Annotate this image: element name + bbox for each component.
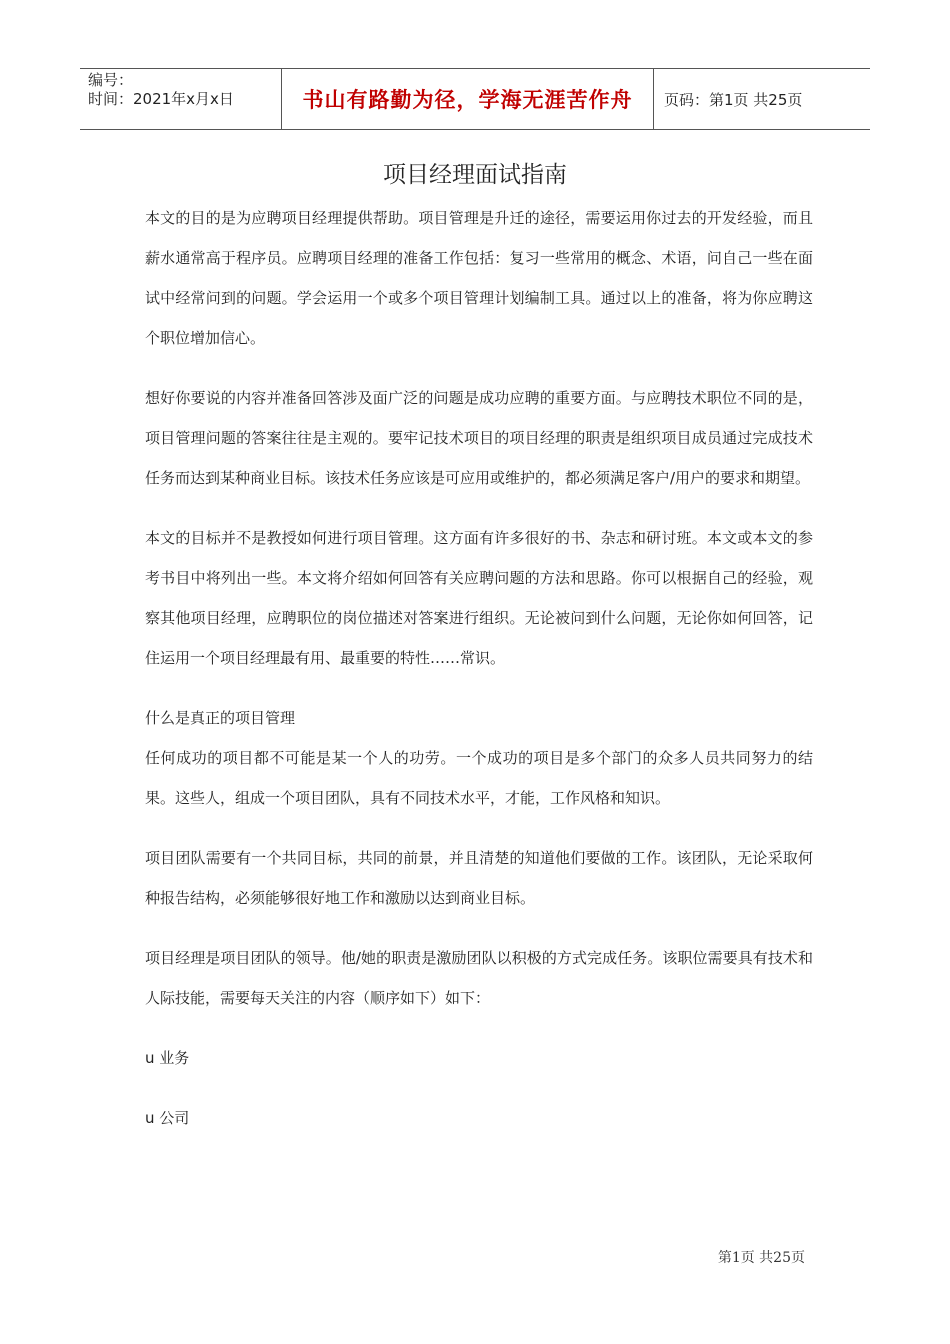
paragraph: 项目经理是项目团队的领导。他/她的职责是激励团队以积极的方式完成任务。该职位需要具有技术和人际技能，需要每天关注的内容（顺序如下）如下：	[145, 949, 813, 1007]
footer-page-number: 第1页 共25页	[717, 1250, 805, 1266]
document-body	[145, 198, 813, 1158]
number-label: 编号：	[88, 71, 134, 89]
header-page-info: 页码：第1页 共25页	[664, 90, 803, 109]
paragraph: 项目团队需要有一个共同目标，共同的前景，并且清楚的知道他们要做的工作。该团队，无论采取何种报告结构，必须能够很好地工作和激励以达到商业目标。	[145, 849, 813, 907]
paragraph: 想好你要说的内容并准备回答涉及面广泛的问题是成功应聘的重要方面。与应聘技术职位不同的是，项目管理问题的答案往往是主观的。要牢记技术项目的项目经理的职责是组织项目成员通过完成技术任务而达到某种商业目标。该技术任务应该是可应用或维护的，都必须满足客户/用户的要求和期望。	[145, 389, 813, 487]
bullet-item: u 业务	[145, 1049, 190, 1067]
section-heading: 什么是真正的项目管理	[145, 709, 296, 727]
header-meta-cell	[80, 69, 281, 129]
header-table	[80, 68, 870, 130]
bullet-item: u 公司	[145, 1109, 190, 1127]
header-motto: 书山有路勤为径，学海无涯苦作舟	[281, 69, 654, 129]
document-title: 项目经理面试指南	[383, 162, 567, 188]
time-label: 时间：2021年x月x日	[88, 90, 234, 108]
paragraph: 任何成功的项目都不可能是某一个人的功劳。一个成功的项目是多个部门的众多人员共同努力的结果。这些人，组成一个项目团队，具有不同技术水平，才能，工作风格和知识。	[145, 749, 813, 807]
paragraph: 本文的目的是为应聘项目经理提供帮助。项目管理是升迁的途径，需要运用你过去的开发经验，而且薪水通常高于程序员。应聘项目经理的准备工作包括：复习一些常用的概念、术语，问自己一些在面试中经常问到的问题。学会运用一个或多个项目管理计划编制工具。通过以上的准备，将为你应聘这个职位增加信心。	[145, 209, 813, 347]
paragraph: 本文的目标并不是教授如何进行项目管理。这方面有许多很好的书、杂志和研讨班。本文或本文的参考书目中将列出一些。本文将介绍如何回答有关应聘问题的方法和思路。你可以根据自己的经验，观察其他项目经理，应聘职位的岗位描述对答案进行组织。无论被问到什么问题，无论你如何回答，记住运用一个项目经理最有用、最重要的特性……常识。	[145, 529, 813, 667]
